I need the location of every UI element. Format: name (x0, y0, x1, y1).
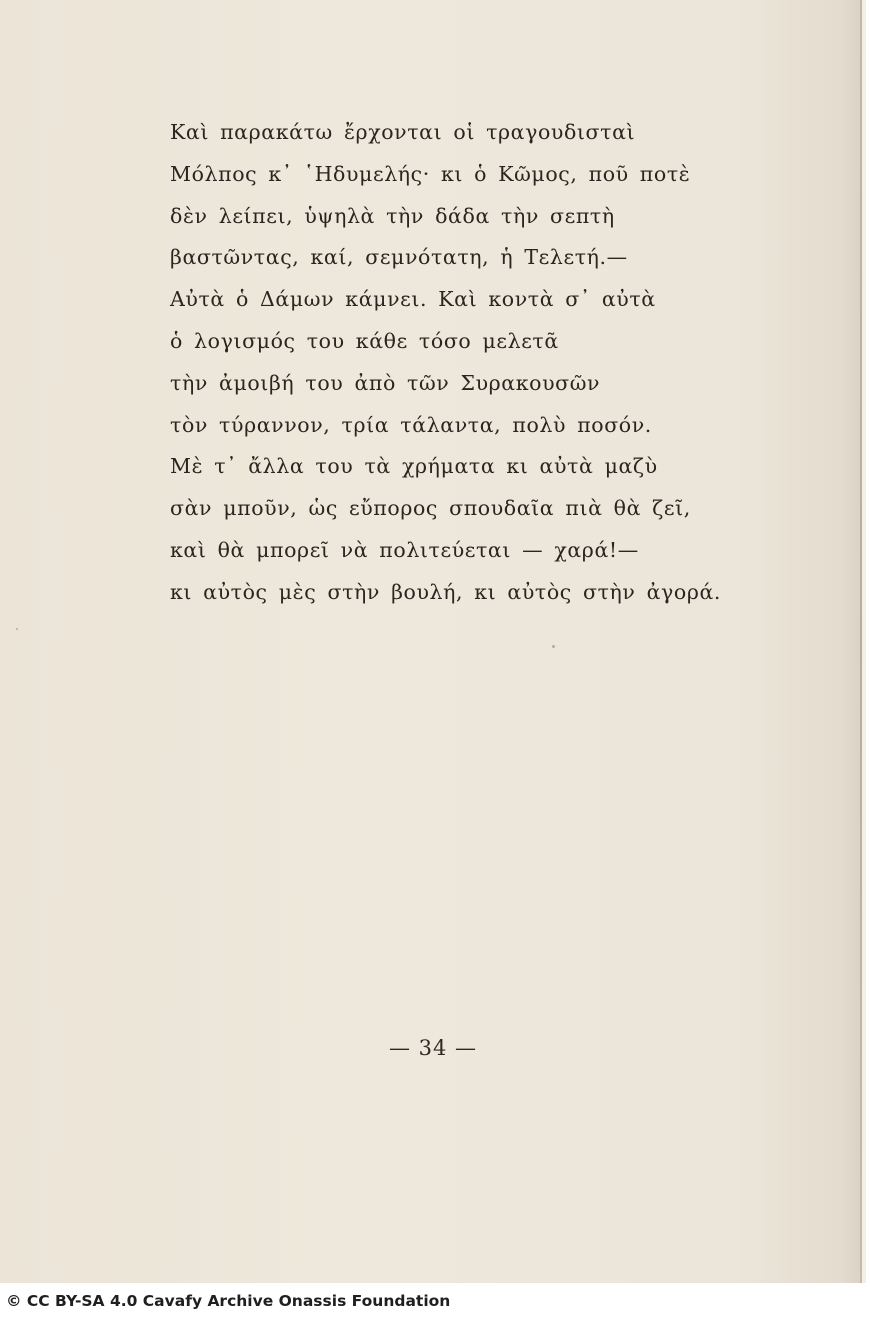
page-number: — 34 — (388, 1036, 478, 1060)
footer-bar (0, 1283, 870, 1321)
poem-line: καὶ θὰ μπορεῖ νὰ πολιτεύεται — χαρά!— (170, 537, 639, 562)
poem-line: Μὲ τ᾿ ἄλλα του τὰ χρήματα κι αὐτὰ μαζὺ (170, 454, 658, 479)
poem-line: τὸν τύραννον, τρία τάλαντα, πολὺ ποσόν. (170, 412, 652, 437)
poem-line: ὁ λογισμός του κάθε τόσο μελετᾶ (170, 328, 559, 353)
page-edge (862, 0, 866, 1283)
poem-line: δὲν λείπει, ὑψηλὰ τὴν δάδα τὴν σεπτὴ (170, 203, 615, 228)
poem-line: Αὐτὰ ὁ Δάμων κάμνει. Καὶ κοντὰ σ᾿ αὐτὰ (170, 287, 656, 312)
poem-text (170, 112, 721, 614)
poem-line: Καὶ παρακάτω ἔρχονται οἱ τραγουδισταὶ (170, 120, 636, 144)
poem-line: Μόλπος κ᾿ ῾Ηδυμελής· κι ὁ Κῶμος, ποῦ ποτὲ (170, 161, 691, 186)
paper-speck (16, 628, 18, 630)
poem-line: κι αὐτὸς μὲς στὴν βουλή, κι αὐτὸς στὴν ἀγορά. (170, 579, 722, 604)
copyright-credit: © CC BY-SA 4.0 Cavafy Archive Onassis Foundation (6, 1292, 451, 1310)
poem-line: τὴν ἀμοιβή του ἀπὸ τῶν Συρακουσῶν (170, 370, 601, 395)
paper-speck (552, 645, 555, 648)
poem-line: βαστῶντας, καί, σεμνότατη, ἡ Τελετή.— (170, 245, 628, 270)
poem-line: σὰν μποῦν, ὡς εὔπορος σπουδαῖα πιὰ θὰ ζεῖ, (170, 496, 691, 521)
